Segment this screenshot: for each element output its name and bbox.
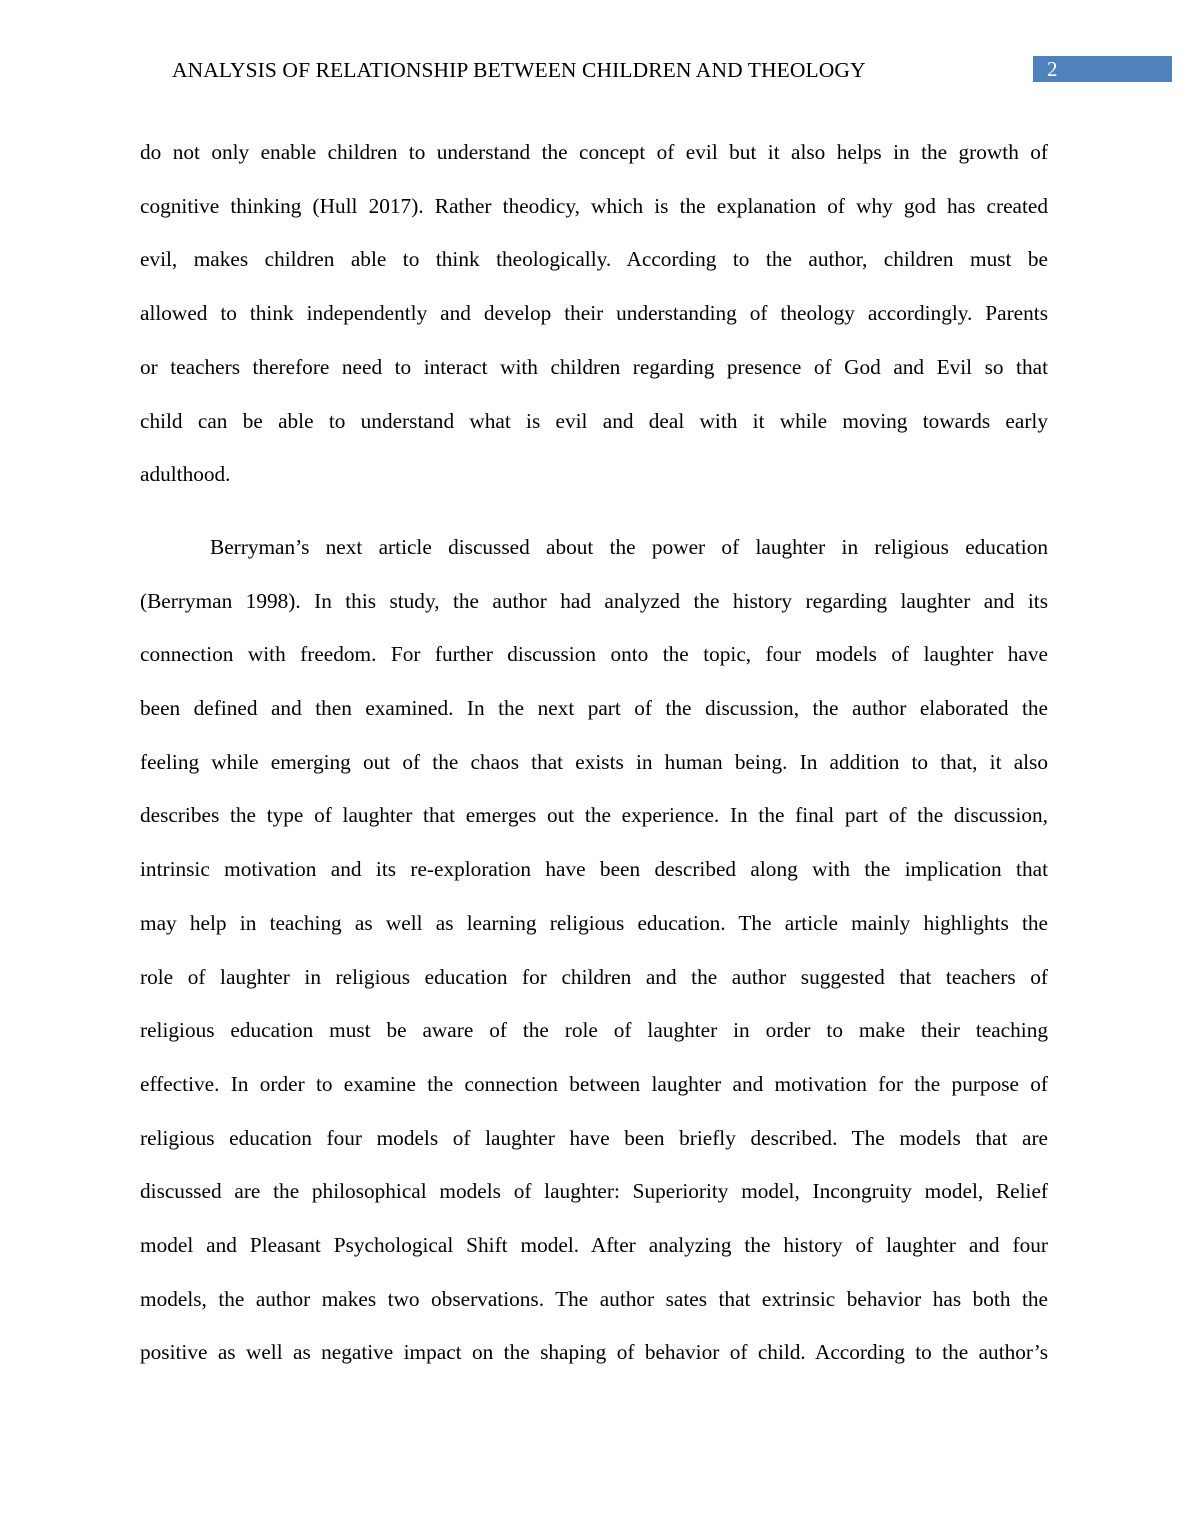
text-line: cognitive thinking (Hull 2017). Rather theodicy, which is the explanation of why god has created [140,193,1048,218]
page-header [0,56,1190,84]
text-line: (Berryman 1998). In this study, the author had analyzed the history regarding laughter and its [140,588,1048,613]
text-line: intrinsic motivation and its re-exploration have been described along with the implication that [140,857,1048,882]
text-line: or teachers therefore need to interact with children regarding presence of God and Evil so that [140,354,1048,379]
text-line: connection with freedom. For further discussion onto the topic, four models of laughter have [140,642,1048,667]
running-head-title: ANALYSIS OF RELATIONSHIP BETWEEN CHILDREN AND THEOLOGY [172,58,866,82]
document-body [140,126,1048,1380]
text-line: evil, makes children able to think theologically. According to the author, children must be [140,247,1048,272]
text-line: child can be able to understand what is evil and deal with it while moving towards early [140,408,1048,433]
text-line: been defined and then examined. In the next part of the discussion, the author elaborated the [140,696,1048,721]
text-line: discussed are the philosophical models of laughter: Superiority model, Incongruity model, Relief [140,1179,1048,1204]
text-line: may help in teaching as well as learning religious education. The article mainly highlights the [140,910,1048,935]
paragraph-1 [140,126,1048,502]
page-number: 2 [1047,57,1058,81]
text-line: Berryman’s next article discussed about the power of laughter in religious education [210,534,1048,559]
text-line: models, the author makes two observations. The author sates that extrinsic behavior has both the [140,1286,1048,1311]
text-line: religious education must be aware of the role of laughter in order to make their teaching [140,1018,1048,1043]
text-line: allowed to think independently and develop their understanding of theology accordingly. Parents [140,301,1048,326]
text-line: feeling while emerging out of the chaos that exists in human being. In addition to that, it also [140,749,1048,774]
text-line: model and Pleasant Psychological Shift model. After analyzing the history of laughter and four [140,1233,1048,1258]
paragraph-2 [140,521,1048,1380]
text-line: role of laughter in religious education for children and the author suggested that teachers of [140,964,1048,989]
text-line: positive as well as negative impact on the shaping of behavior of child. According to the author’s [140,1340,1048,1365]
text-line: effective. In order to examine the connection between laughter and motivation for the purpose of [140,1071,1048,1096]
text-line: religious education four models of laughter have been briefly described. The models that are [140,1125,1048,1150]
text-line: do not only enable children to understand the concept of evil but it also helps in the growth of [140,140,1048,164]
text-line: adulthood. [140,462,231,487]
text-line: describes the type of laughter that emerges out the experience. In the final part of the discussion, [140,803,1048,828]
page-number-box [1033,56,1172,82]
